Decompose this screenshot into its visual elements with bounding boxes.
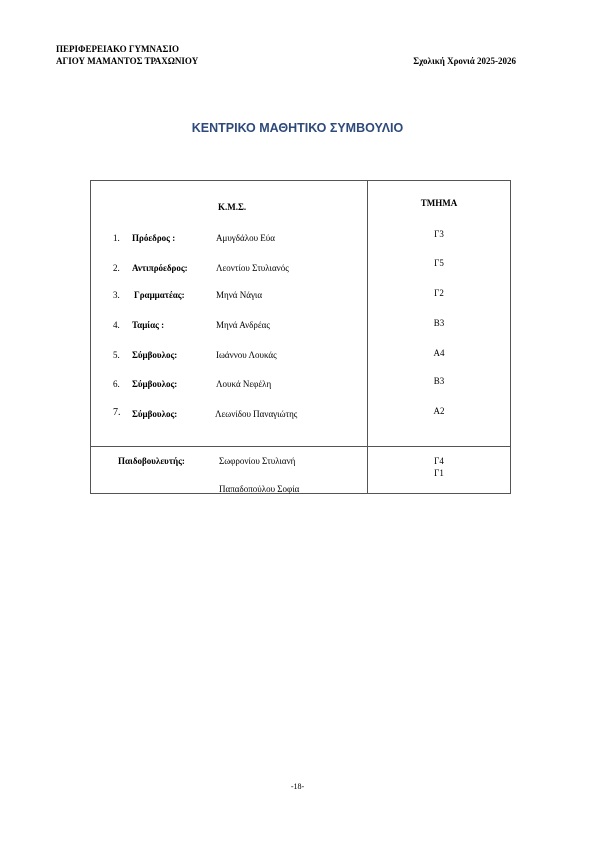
member-class: Α2 <box>433 406 445 416</box>
school-name-line2: ΑΓΙΟΥ ΜΑΜΑΝΤΟΣ ΤΡΑΧΩΝΙΟΥ <box>56 56 199 66</box>
member-number: 6. <box>113 379 120 389</box>
member-class: Γ2 <box>434 288 444 298</box>
member-name: Ιωάννου Λουκάς <box>216 350 277 360</box>
member-name: Λεοντίου Στυλιανός <box>216 263 289 273</box>
member-role: Σύμβουλος: <box>132 379 178 389</box>
school-name <box>56 43 198 67</box>
member-number: 2. <box>113 263 120 273</box>
council-table <box>90 180 511 494</box>
member-role: Πρόεδρος : <box>132 233 176 243</box>
member-class: Γ5 <box>434 258 444 268</box>
school-year: Σχολική Χρονιά 2025-2026 <box>413 56 516 66</box>
member-number: 5. <box>113 350 120 360</box>
page-number: -18- <box>290 782 305 791</box>
member-role: Γραμματέας: <box>134 290 185 300</box>
row-divider <box>91 446 510 447</box>
member-class: Β3 <box>433 318 445 328</box>
member-number: 1. <box>113 233 120 243</box>
member-class: Γ3 <box>434 229 444 239</box>
member-name: Μηνά Ανδρέας <box>216 320 270 330</box>
member-name: Αμυγδάλου Εύα <box>216 233 275 243</box>
header-kms: Κ.Μ.Σ. <box>218 202 247 212</box>
header-class: ΤΜΗΜΑ <box>420 198 458 208</box>
member-role: Σύμβουλος: <box>132 409 178 419</box>
child-council-class: Γ4 <box>434 456 444 466</box>
member-number: 7. <box>113 407 121 418</box>
member-name: Λεωνίδου Παναγιώτης <box>215 409 298 419</box>
school-name-line1: ΠΕΡΙΦΕΡΕΙΑΚΟ ΓΥΜΝΑΣΙΟ <box>56 44 179 54</box>
child-council-class: Γ1 <box>434 468 444 478</box>
member-role: Σύμβουλος: <box>132 350 178 360</box>
child-council-name: Παπαδοπούλου Σοφία <box>219 484 300 494</box>
member-role: Αντιπρόεδρος: <box>132 263 188 273</box>
page-title: ΚΕΝΤΡΙΚΟ ΜΑΘΗΤΙΚΟ ΣΥΜΒΟΥΛΙΟ <box>191 121 404 135</box>
member-class: Β3 <box>433 376 445 386</box>
child-council-name: Σωφρονίου Στυλιανή <box>219 456 296 466</box>
member-name: Λουκά Νεφέλη <box>216 379 272 389</box>
child-council-role: Παιδοβουλευτής: <box>118 456 185 466</box>
member-name: Μηνά Νάγια <box>216 290 263 300</box>
member-class: Α4 <box>433 348 445 358</box>
member-number: 3. <box>113 290 120 300</box>
member-role: Ταμίας : <box>132 320 165 330</box>
member-number: 4. <box>113 320 120 330</box>
